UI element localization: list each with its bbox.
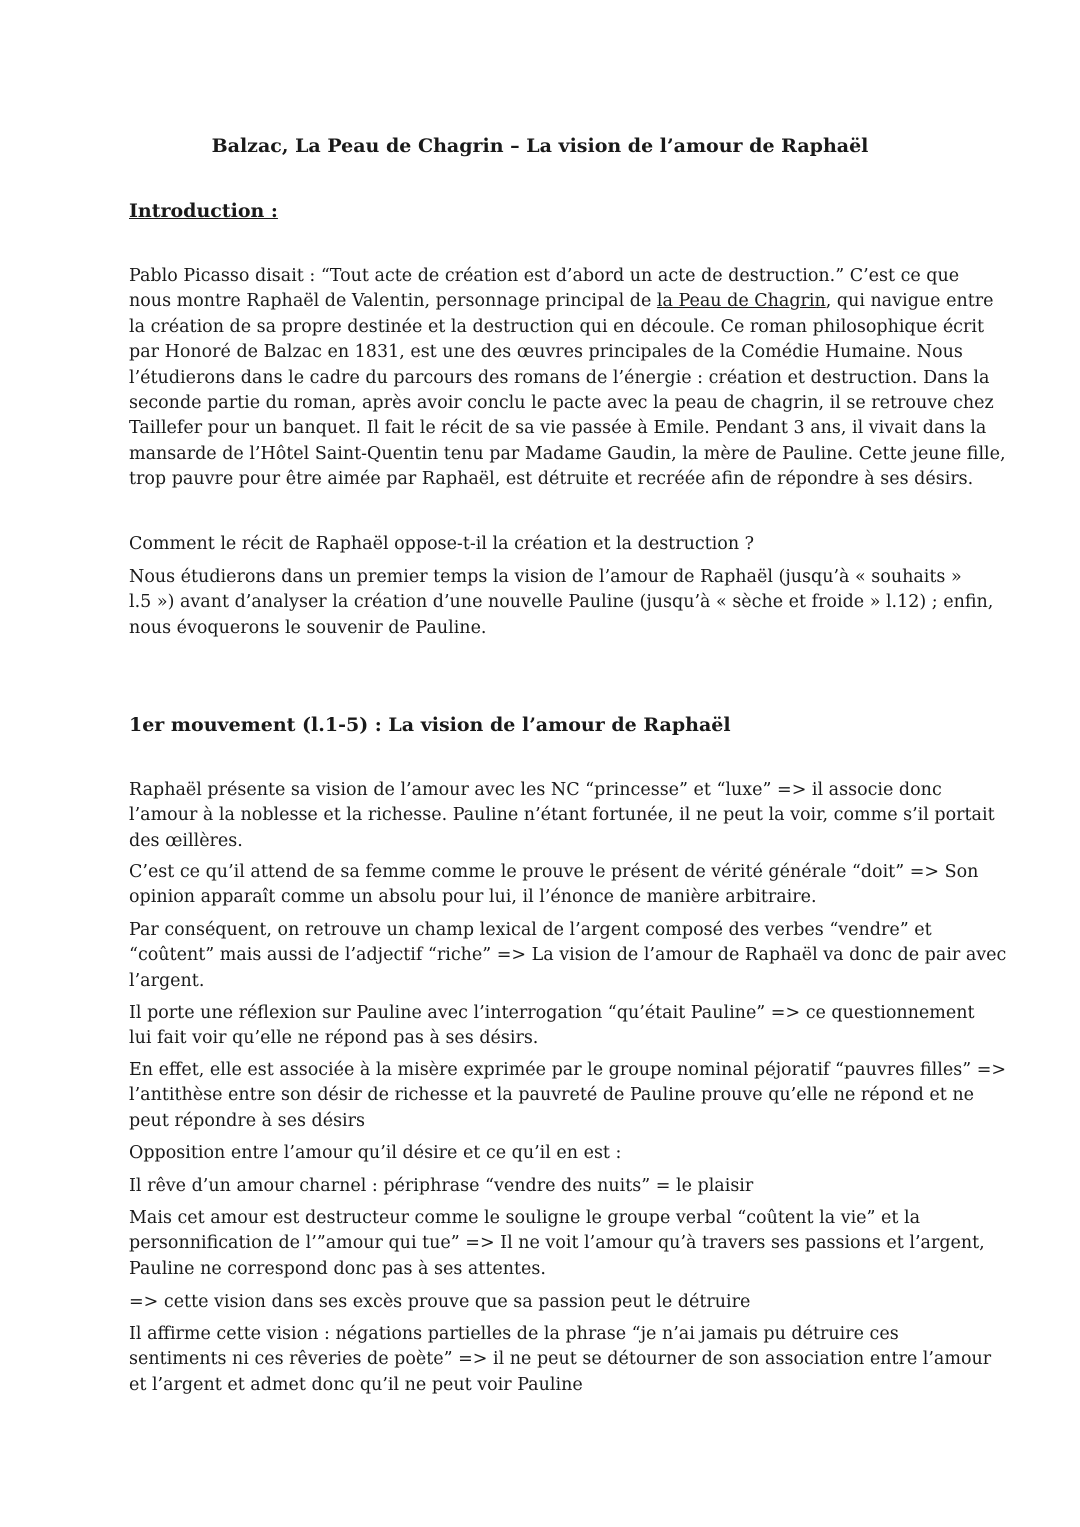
text-line: trop pauvre pour être aimée par Raphaël, est détruite et recréée afin de répondre à ses désirs. (129, 469, 974, 490)
analysis-paragraph (129, 1001, 975, 1052)
text-line: nous évoquerons le souvenir de Pauline. (129, 617, 487, 638)
movement-heading: 1er mouvement (l.1-5) : La vision de l’amour de Raphaël (129, 714, 731, 736)
text-line: la création de sa propre destinée et la destruction qui en découle. Ce roman philosophique écrit (129, 316, 984, 337)
text-line: opinion apparaît comme un absolu pour lui, il l’énonce de manière arbitraire. (129, 887, 817, 908)
text-line: Nous étudierons dans un premier temps la vision de l’amour de Raphaël (jusqu’à « souhaits » (129, 567, 962, 587)
text-span: nous montre Raphaël de Valentin, personnage principal de (129, 291, 657, 312)
analysis-paragraph (129, 918, 1007, 994)
text-line: Mais cet amour est destructeur comme le souligne le groupe verbal “coûtent la vie” et la (129, 1208, 921, 1228)
document-title: Balzac, La Peau de Chagrin – La vision de l’amour de Raphaël (211, 135, 869, 157)
text-line: C’est ce qu’il attend de sa femme comme le prouve le présent de vérité générale “doit” => Son (129, 862, 979, 882)
text-line: Par conséquent, on retrouve un champ lexical de l’argent composé des verbes “vendre” et (129, 920, 932, 940)
text-line: mansarde de l’Hôtel Saint-Quentin tenu par Madame Gaudin, la mère de Pauline. Cette jeune fille, (129, 443, 1006, 464)
problematic-question (129, 532, 959, 557)
text-line: Il rêve d’un amour charnel : périphrase “vendre des nuits” = le plaisir (129, 1176, 754, 1196)
text-line: l’amour à la noblesse et la richesse. Pauline n’étant fortunée, il ne peut la voir, comme s’il portait (129, 805, 995, 826)
text-span: , qui navigue entre (825, 291, 994, 312)
text-line: => cette vision dans ses excès prouve que sa passion peut le détruire (129, 1292, 751, 1312)
text-line: Taillefer pour un banquet. Il fait le récit de sa vie passée à Emile. Pendant 3 ans, il vivait dans la (129, 418, 987, 439)
text-line: “coûtent” mais aussi de l’adjectif “riche” => La vision de l’amour de Raphaël va donc de pair avec (129, 945, 1007, 966)
text-line: sentiments ni ces rêveries de poète” => il ne peut se détourner de son association entre l’amour (129, 1349, 992, 1370)
text-line (129, 289, 994, 314)
analysis-paragraph (129, 1290, 959, 1315)
analysis-paragraph (129, 778, 995, 854)
text-line: l.5 ») avant d’analyser la création d’une nouvelle Pauline (jusqu’à « sèche et froide » l.12) ; enfin, (129, 592, 994, 613)
plan-paragraph (129, 565, 994, 641)
analysis-paragraph (129, 1058, 1007, 1134)
text-line: Pauline ne correspond donc pas à ses attentes. (129, 1258, 546, 1279)
text-line: Opposition entre l’amour qu’il désire et ce qu’il en est : (129, 1143, 622, 1163)
text-line: personnification de l’”amour qui tue” => Il ne voit l’amour qu’à travers ses passions et l’argent, (129, 1233, 985, 1254)
analysis-paragraph (129, 1322, 992, 1398)
text-line: l’argent. (129, 970, 205, 991)
text-line: En effet, elle est associée à la misère exprimée par le groupe nominal péjoratif “pauvres filles” => (129, 1060, 1007, 1080)
text-line: des œillères. (129, 830, 243, 851)
text-line: l’étudierons dans le cadre du parcours des romans de l’énergie : création et destruction. Dans la (129, 367, 990, 388)
analysis-paragraph (129, 1174, 959, 1199)
text-line: peut répondre à ses désirs (129, 1110, 366, 1131)
text-line: Raphaël présente sa vision de l’amour avec les NC “princesse” et “luxe” => il associe donc (129, 780, 942, 800)
text-line: seconde partie du roman, après avoir conclu le pacte avec la peau de chagrin, il se retrouve chez (129, 393, 994, 414)
text-line: Comment le récit de Raphaël oppose-t-il la création et la destruction ? (129, 534, 755, 554)
analysis-paragraph (129, 1206, 985, 1282)
text-line: et l’argent et admet donc qu’il ne peut voir Pauline (129, 1374, 583, 1395)
text-line: par Honoré de Balzac en 1831, est une des œuvres principales de la Comédie Humaine. Nous (129, 342, 963, 363)
introduction-heading: Introduction : (129, 200, 278, 222)
book-title-underlined: la Peau de Chagrin (656, 291, 826, 312)
analysis-paragraph (129, 1141, 959, 1166)
text-line: Pablo Picasso disait : “Tout acte de création est d’abord un acte de destruction.” C’est ce que (129, 266, 960, 286)
introduction-paragraph (129, 264, 1006, 493)
text-line: Il affirme cette vision : négations partielles de la phrase “je n’ai jamais pu détruire ces (129, 1324, 899, 1344)
text-line: Il porte une réflexion sur Pauline avec l’interrogation “qu’était Pauline” => ce questionnement (129, 1003, 975, 1023)
text-line: l’antithèse entre son désir de richesse et la pauvreté de Pauline prouve qu’elle ne répond et ne (129, 1085, 974, 1106)
text-line: lui fait voir qu’elle ne répond pas à ses désirs. (129, 1028, 539, 1049)
analysis-paragraph (129, 860, 979, 911)
